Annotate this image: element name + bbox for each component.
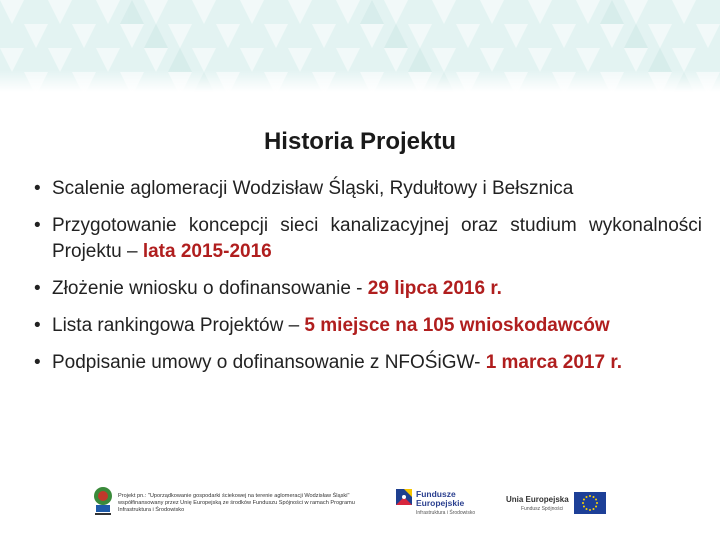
bullet-marker: • bbox=[34, 352, 41, 373]
bullet-item bbox=[30, 276, 702, 302]
bullet-list bbox=[30, 176, 702, 387]
bullet-item bbox=[30, 176, 702, 202]
bullet-text: Złożenie wniosku o dofinansowanie - bbox=[52, 278, 368, 299]
fe-title-line-1: Fundusze bbox=[416, 489, 456, 499]
eu-title: Unia Europejska bbox=[506, 495, 569, 504]
eu-flag-icon bbox=[574, 492, 606, 514]
bullet-marker: • bbox=[34, 215, 41, 236]
fundusze-europejskie-logo-icon bbox=[396, 489, 412, 505]
bullet-text: Podpisanie umowy o dofinansowanie z NFOŚiGW- bbox=[52, 352, 486, 373]
project-description: Projekt pn.: "Uporządkowanie gospodarki ściekowej na terenie aglomeracji Wodzisław Śląski" współfinansowany przez Unię Europejską ze środków Funduszu Spójności w ramach Programu Infrastruktura i Środowisko bbox=[118, 493, 355, 513]
bullet-highlight: 5 miejsce na 105 wnioskodawców bbox=[304, 315, 610, 336]
bullet-text: Lista rankingowa Projektów – bbox=[52, 315, 305, 336]
bullet-item bbox=[30, 213, 702, 265]
bullet-text: Scalenie aglomeracji Wodzisław Śląski, Rydułtowy i Bełsznica bbox=[52, 178, 574, 199]
bullet-text: Przygotowanie koncepcji sieci kanalizacyjnej oraz studium wykonalności Projektu – bbox=[52, 215, 702, 262]
fe-title-line-2: Europejskie bbox=[416, 498, 465, 508]
triangle-pattern bbox=[0, 0, 720, 92]
bullet-marker: • bbox=[34, 178, 41, 199]
eu-subtitle: Fundusz Spójności bbox=[521, 506, 564, 512]
bullet-item bbox=[30, 350, 702, 376]
bullet-marker: • bbox=[34, 278, 41, 299]
bullet-marker: • bbox=[34, 315, 41, 336]
fundusze-europejskie-subtitle: Infrastruktura i Środowisko bbox=[416, 510, 476, 516]
bullet-highlight: 29 lipca 2016 r. bbox=[367, 278, 502, 299]
slide-title: Historia Projektu bbox=[263, 128, 457, 155]
bullet-highlight: lata 2015-2016 bbox=[142, 241, 272, 262]
bullet-highlight: 1 marca 2017 r. bbox=[485, 352, 622, 373]
fundusze-europejskie-title bbox=[416, 490, 464, 508]
header-banner bbox=[0, 0, 720, 92]
pwik-logo-icon bbox=[94, 487, 112, 515]
bullet-item bbox=[30, 313, 702, 339]
